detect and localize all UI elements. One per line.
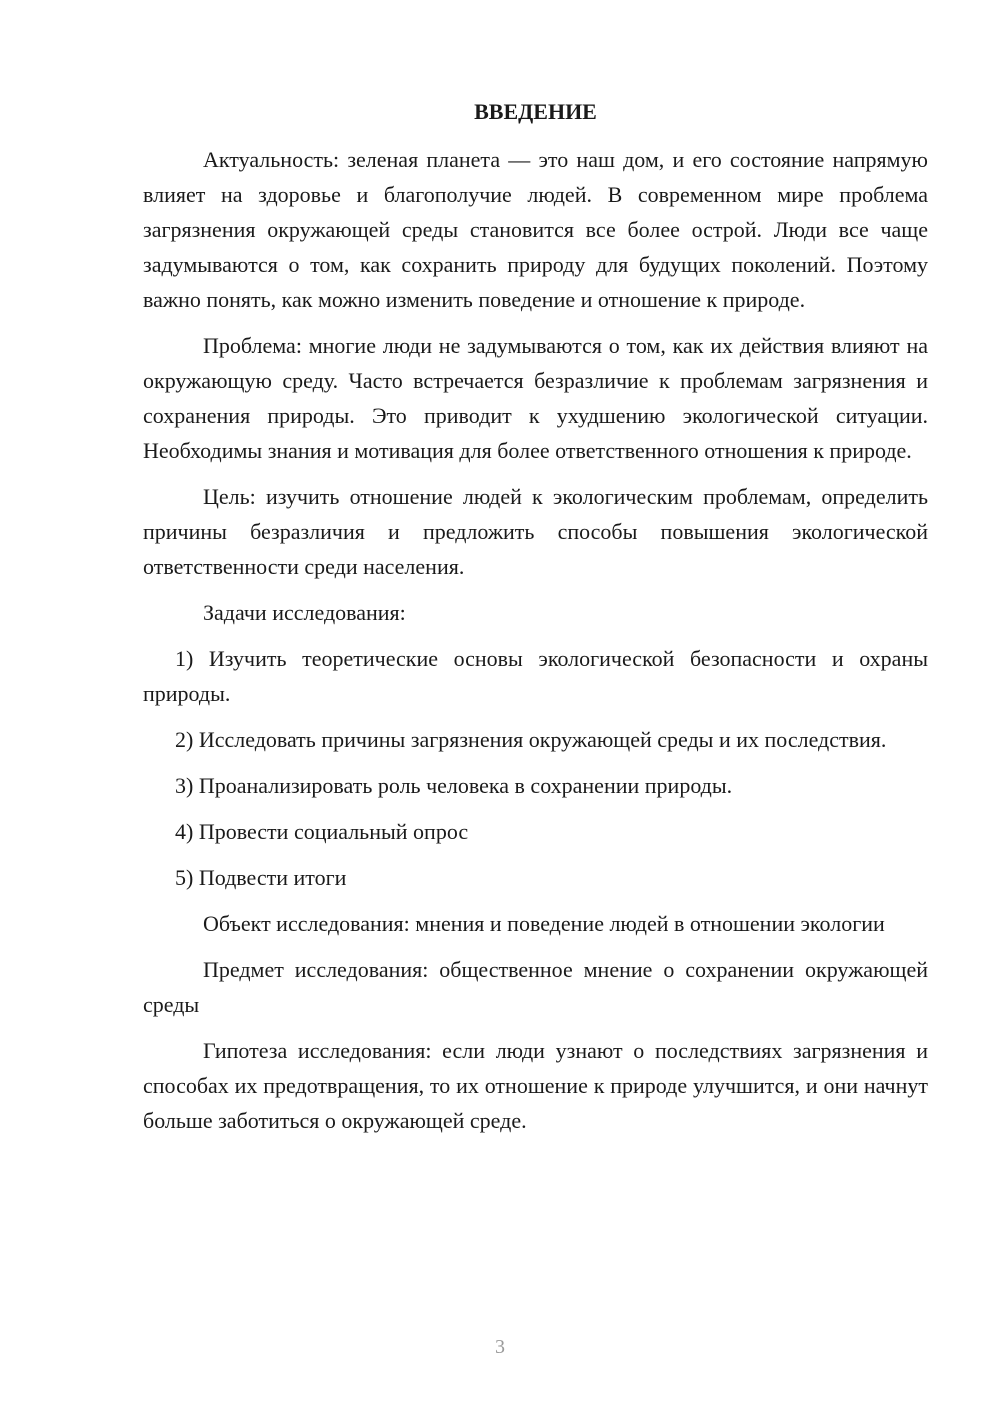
list-item: 1) Изучить теоретические основы экологической безопасности и охраны природы. (143, 646, 928, 706)
paragraph-relevance: Актуальность: зеленая планета — это наш дом, и его состояние напрямую влияет на здоровье и благополучие людей. В современном мире проблема загрязнения окружающей среды становится все более острой. Люди все чаще задумываются о том, как сохранить природу для будущих поколений. Поэтому важно понять, как можно изменить поведение и отношение к природе. (143, 147, 928, 312)
paragraph-goal: Цель: изучить отношение людей к экологическим проблемам, определить причины безразличия и предложить способы повышения экологической ответственности среди населения. (143, 484, 928, 579)
list-item: 3) Проанализировать роль человека в сохранении природы. (175, 773, 733, 798)
list-item: 4) Провести социальный опрос (175, 819, 469, 844)
paragraph-problem: Проблема: многие люди не задумываются о том, как их действия влияют на окружающую среду. Часто встречается безразличие к проблемам загрязнения и сохранения природы. Это приводит к ухудшению экологической ситуации. Необходимы знания и мотивация для более ответственного отношения к природе. (143, 333, 928, 463)
list-item: 5) Подвести итоги (175, 865, 347, 890)
paragraph-hypothesis: Гипотеза исследования: если люди узнают о последствиях загрязнения и способах их предотвращения, то их отношение к природе улучшится, и они начнут больше заботиться о окружающей среде. (143, 1038, 928, 1133)
paragraph-object: Объект исследования: мнения и поведение людей в отношении экологии (203, 911, 885, 936)
document-page (143, 94, 928, 1149)
list-item: 2) Исследовать причины загрязнения окружающей среды и их последствия. (175, 727, 887, 752)
page-title: ВВЕДЕНИЕ (474, 99, 597, 124)
page-number: 3 (495, 1336, 505, 1358)
paragraph-tasks-heading: Задачи исследования: (203, 600, 406, 625)
paragraph-subject: Предмет исследования: общественное мнение о сохранении окружающей среды (143, 957, 928, 1017)
